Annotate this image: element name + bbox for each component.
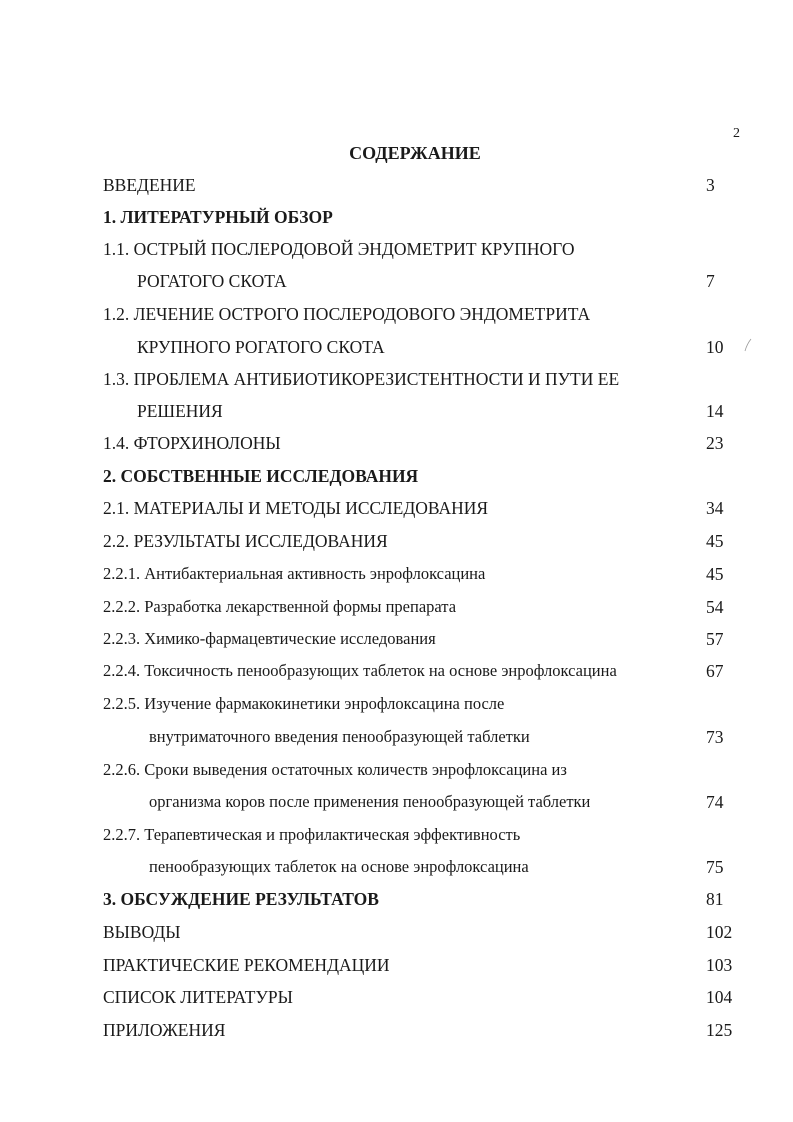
toc-entry (0, 987, 793, 1013)
toc-entry-label: ПРАКТИЧЕСКИЕ РЕКОМЕНДАЦИИ (103, 955, 390, 975)
toc-entry-label: 2.2.7. Терапевтическая и профилактическая эффективность (103, 825, 521, 844)
toc-entry-continuation (0, 792, 793, 818)
toc-entry-page: 34 (706, 498, 724, 518)
toc-entry-label: РОГАТОГО СКОТА (137, 271, 287, 291)
toc-entry-continuation (0, 727, 793, 753)
toc-entry-page: 67 (706, 661, 724, 681)
toc-entry-label: КРУПНОГО РОГАТОГО СКОТА (137, 337, 385, 357)
toc-entry-label: 2.2.6. Сроки выведения остаточных количеств энрофлоксацина из (103, 760, 567, 779)
page-number: 2 (733, 126, 740, 141)
page-title: СОДЕРЖАНИЕ (349, 143, 481, 163)
toc-entry-page: 14 (706, 401, 724, 421)
toc-entry-label: ВЫВОДЫ (103, 922, 181, 942)
toc-entry (0, 175, 793, 201)
toc-entry-page: 3 (706, 175, 715, 195)
toc-entry-label: 2.2.3. Химико-фармацевтические исследования (103, 629, 436, 648)
toc-entry-label: 1.3. ПРОБЛЕМА АНТИБИОТИКОРЕЗИСТЕНТНОСТИ И ПУТИ ЕЕ (103, 369, 620, 389)
toc-entry-page: 10 (706, 337, 724, 357)
toc-entry (0, 922, 793, 948)
toc-entry-label: 2.2.5. Изучение фармакокинетики энрофлоксацина после (103, 694, 505, 713)
toc-entry (0, 694, 793, 720)
toc-entry-label: 2.2. РЕЗУЛЬТАТЫ ИССЛЕДОВАНИЯ (103, 531, 388, 551)
toc-entry-label: 3. ОБСУЖДЕНИЕ РЕЗУЛЬТАТОВ (103, 889, 379, 909)
toc-entry-label: организма коров после применения пенообразующей таблетки (149, 792, 591, 811)
toc-entry-page: 73 (706, 727, 724, 747)
toc-entry-label: пенообразующих таблеток на основе энрофлоксацина (149, 857, 529, 876)
toc-entry-page: 75 (706, 857, 724, 877)
toc-entry-page: 103 (706, 955, 733, 975)
toc-section-heading (0, 207, 793, 233)
toc-entry (0, 304, 793, 330)
toc-entry (0, 955, 793, 981)
toc-entry-label: 1. ЛИТЕРАТУРНЫЙ ОБЗОР (103, 207, 333, 227)
toc-entry (0, 564, 793, 590)
toc-entry-page: 45 (706, 531, 724, 551)
toc-entry-page: 45 (706, 564, 724, 584)
toc-entry-continuation (0, 271, 793, 297)
toc-entry (0, 433, 793, 459)
toc-entry-page: 125 (706, 1020, 733, 1040)
toc-entry-page: 104 (706, 987, 733, 1007)
toc-entry-continuation (0, 337, 793, 363)
toc-entry-continuation (0, 857, 793, 883)
toc-entry-label: РЕШЕНИЯ (137, 401, 223, 421)
pencil-mark-icon (744, 338, 752, 352)
toc-entry-page: 7 (706, 271, 715, 291)
toc-entry-label: 2. СОБСТВЕННЫЕ ИССЛЕДОВАНИЯ (103, 466, 419, 486)
toc-entry (0, 629, 793, 655)
toc-entry (0, 369, 793, 395)
toc-entry (0, 760, 793, 786)
toc-entry (0, 239, 793, 265)
toc-entry (0, 531, 793, 557)
toc-entry-label: 1.4. ФТОРХИНОЛОНЫ (103, 433, 281, 453)
toc-entry-page: 74 (706, 792, 724, 812)
toc-entry-page: 57 (706, 629, 724, 649)
toc-entry-label: 2.2.1. Антибактериальная активность энрофлоксацина (103, 564, 486, 583)
toc-section-heading (0, 889, 793, 915)
toc-entry (0, 498, 793, 524)
toc-entry (0, 661, 793, 687)
toc-entry-label: ВВЕДЕНИЕ (103, 175, 196, 195)
toc-section-heading (0, 466, 793, 492)
toc-entry-label: 1.1. ОСТРЫЙ ПОСЛЕРОДОВОЙ ЭНДОМЕТРИТ КРУПНОГО (103, 239, 575, 259)
toc-entry-label: 2.2.2. Разработка лекарственной формы препарата (103, 597, 457, 616)
toc-entry-label: 2.1. МАТЕРИАЛЫ И МЕТОДЫ ИССЛЕДОВАНИЯ (103, 498, 489, 518)
toc-entry-label: 1.2. ЛЕЧЕНИЕ ОСТРОГО ПОСЛЕРОДОВОГО ЭНДОМЕТРИТА (103, 304, 591, 324)
toc-entry-label: ПРИЛОЖЕНИЯ (103, 1020, 226, 1040)
toc-entry (0, 597, 793, 623)
toc-entry-page: 23 (706, 433, 724, 453)
toc-entry-page: 54 (706, 597, 724, 617)
toc-entry-page: 102 (706, 922, 733, 942)
toc-entry (0, 1020, 793, 1046)
toc-entry-label: 2.2.4. Токсичность пенообразующих таблеток на основе энрофлоксацина (103, 661, 617, 680)
toc-entry (0, 825, 793, 851)
toc-entry-continuation (0, 401, 793, 427)
toc-entry-label: внутриматочного введения пенообразующей таблетки (149, 727, 530, 746)
toc-entry-label: СПИСОК ЛИТЕРАТУРЫ (103, 987, 293, 1007)
toc-entry-page: 81 (706, 889, 724, 909)
